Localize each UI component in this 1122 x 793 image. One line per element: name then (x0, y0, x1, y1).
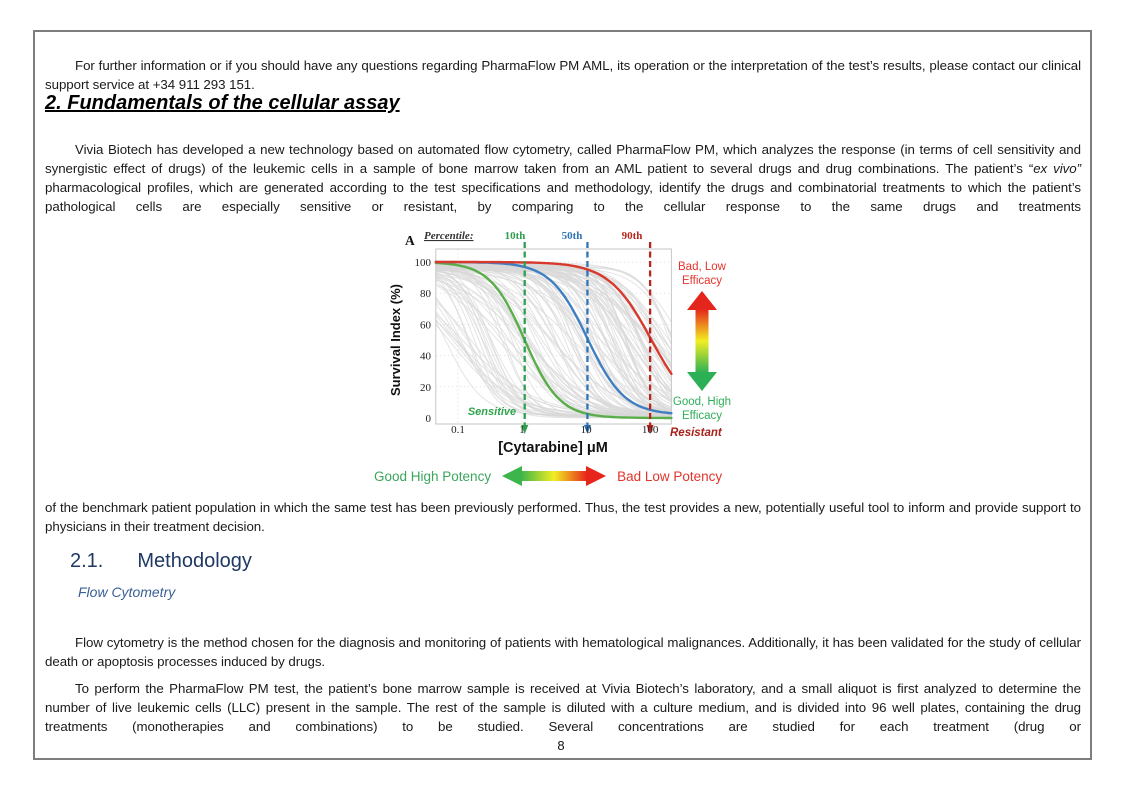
percentile-header-label: Percentile: (424, 230, 474, 242)
perform-test-paragraph: To perform the PharmaFlow PM test, the patient’s bone marrow sample is received at Vivia Biotech’s laboratory, and a small aliquot is first analyzed to determine the number of live leukemic cells (LLC) present in the sample. The rest of the sample is diluted with a culture medium, and is divided into 96 well plates, containing the drug treatments (monotherapies and combinations) to be studied. Several concentrations are studied for each treatment (drug or (45, 681, 1081, 734)
benchmark-paragraph: of the benchmark patient population in which the same test has been previously performed. Thus, the test provides a new, potentially useful tool to inform and provide support to physicians in their treatment decision. (45, 500, 1081, 534)
percentile-90th-label: 90th (621, 230, 643, 242)
potency-scale (374, 462, 722, 490)
resistant-annotation: Resistant (670, 427, 722, 439)
section-2-1-heading (70, 550, 252, 573)
svg-text:40: 40 (420, 350, 431, 363)
good-high-efficacy-label-line1: Good, High (672, 396, 732, 408)
section-2-heading: 2. Fundamentals of the cellular assay (45, 92, 400, 114)
x-axis-label: [Cytarabine] μM (498, 440, 608, 456)
potency-right-label: Bad Low Potency (617, 468, 723, 484)
flow-cytometry-paragraph: Flow cytometry is the method chosen for the diagnosis and monitoring of patients with hematological malignances. Additionally, it has been validated for the study of cellular death or apoptosis processes induced by drugs. (45, 635, 1081, 669)
panel-label: A (405, 233, 415, 248)
svg-text:1: 1 (519, 424, 525, 436)
potency-left-label: Good High Potency (374, 468, 492, 484)
assay-paragraph-text-cont: pharmacological profiles, which are generated according to the test specifications and methodology, identify the drugs and combinatorial treatments to which the patient’s pathological cells are especially sensitive or resistant, by comparing to the cellular response to the same drugs and treatments (45, 180, 1081, 214)
svg-text:0: 0 (425, 413, 431, 425)
page-number: 8 (557, 738, 565, 753)
ex-vivo-italic-text: ex vivo” (1033, 161, 1081, 176)
assay-description-paragraph (45, 140, 1081, 216)
bad-low-efficacy-label-line2: Efficacy (681, 275, 723, 287)
assay-paragraph-text: Vivia Biotech has developed a new technology based on automated flow cytometry, called PharmaFlow PM, which analyzes the response (in terms of cell sensitivity and synergistic effect of drugs) of the leukemic cells in a sample of bone marrow taken from an AML patient to several drugs and drug combinations. The patient’s “ (45, 142, 1081, 176)
section-2-1-title: Methodology (137, 550, 252, 572)
good-high-efficacy-label-line2: Efficacy (681, 410, 723, 422)
survival-index-chart (388, 228, 781, 456)
efficacy-gradient-arrow-icon (687, 291, 717, 391)
y-axis-label: Survival Index (%) (388, 284, 403, 396)
percentile-50th-label: 50th (561, 230, 583, 242)
flow-cytometry-subheading: Flow Cytometry (78, 584, 176, 600)
bad-low-efficacy-label-line1: Bad, Low (678, 261, 726, 273)
svg-text:100: 100 (641, 424, 659, 436)
percentile-10th-label: 10th (504, 230, 526, 242)
svg-text:60: 60 (420, 319, 431, 332)
svg-text:80: 80 (420, 288, 431, 301)
section-2-1-number: 2.1. (70, 550, 104, 572)
dose-response-figure (388, 228, 781, 456)
intro-paragraph: For further information or if you should have any questions regarding PharmaFlow PM AML, its operation or the interpretation of the test’s results, please contact our clinical support service at +34 911 293 151. (45, 58, 1081, 92)
potency-gradient-arrow-icon (498, 463, 610, 489)
svg-text:20: 20 (420, 381, 431, 394)
sensitive-annotation: Sensitive (467, 406, 517, 418)
svg-text:0.1: 0.1 (451, 424, 465, 436)
svg-text:10: 10 (580, 424, 592, 436)
svg-text:100: 100 (414, 257, 431, 269)
